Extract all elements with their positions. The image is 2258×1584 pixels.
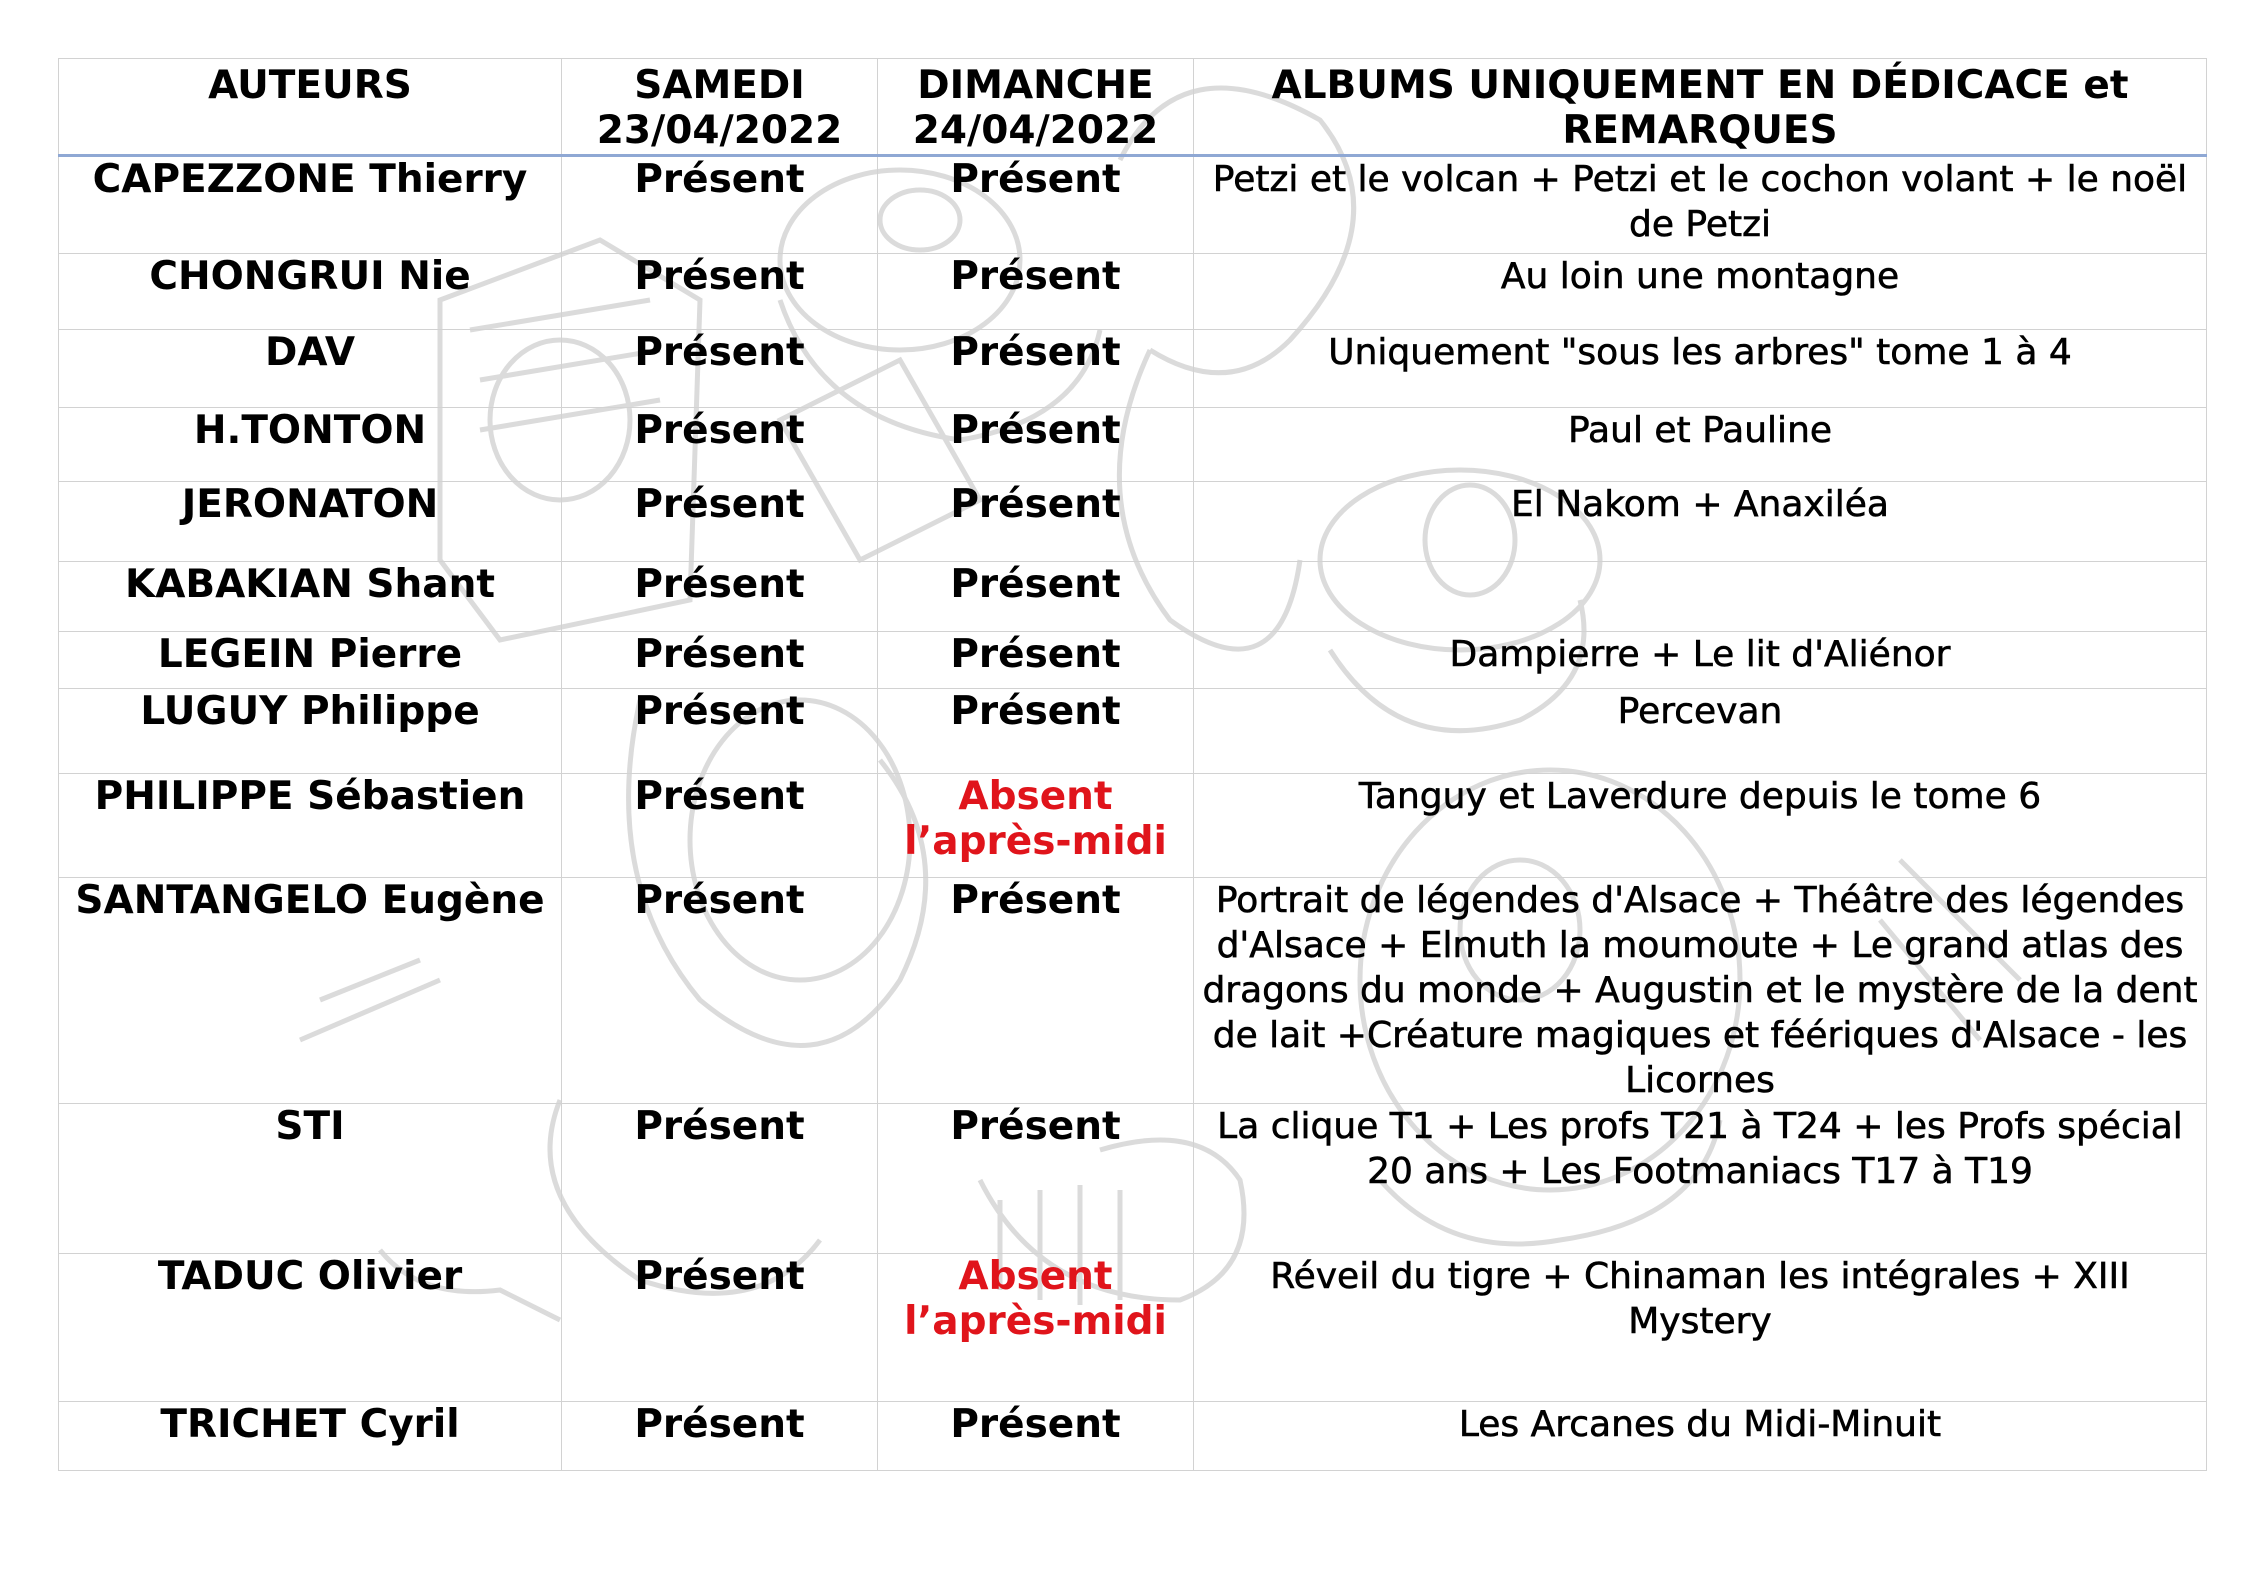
table-row <box>59 562 2207 632</box>
author-cell: STI <box>59 1104 562 1254</box>
table-row <box>59 408 2207 482</box>
remarks-cell: Petzi et le volcan + Petzi et le cochon volant + le noël de Petzi <box>1194 156 2207 254</box>
sunday-cell: Présent <box>878 1402 1194 1471</box>
author-cell: DAV <box>59 330 562 408</box>
author-cell: JERONATON <box>59 482 562 562</box>
header-saturday-label: SAMEDI <box>634 63 805 108</box>
remarks-cell: Percevan <box>1194 689 2207 774</box>
saturday-cell: Présent <box>562 774 878 878</box>
saturday-cell: Présent <box>562 482 878 562</box>
remarks-cell <box>1194 562 2207 632</box>
remarks-cell: Réveil du tigre + Chinaman les intégrales + XIII Mystery <box>1194 1254 2207 1402</box>
header-sunday-date: 24/04/2022 <box>912 108 1159 153</box>
author-cell: TADUC Olivier <box>59 1254 562 1402</box>
table-row <box>59 482 2207 562</box>
saturday-cell: Présent <box>562 156 878 254</box>
absent-label: Absent <box>958 1254 1113 1299</box>
header-authors-label: AUTEURS <box>208 63 412 108</box>
author-cell: KABAKIAN Shant <box>59 562 562 632</box>
header-sunday <box>878 59 1194 156</box>
remarks-cell: Au loin une montagne <box>1194 254 2207 330</box>
remarks-cell: Les Arcanes du Midi-Minuit <box>1194 1402 2207 1471</box>
table-row <box>59 1402 2207 1471</box>
sunday-cell-absent <box>878 774 1194 878</box>
header-remarks <box>1194 59 2207 156</box>
table-row <box>59 632 2207 689</box>
saturday-cell: Présent <box>562 689 878 774</box>
author-cell: H.TONTON <box>59 408 562 482</box>
table-row <box>59 156 2207 254</box>
saturday-cell: Présent <box>562 1254 878 1402</box>
saturday-cell: Présent <box>562 408 878 482</box>
remarks-cell: El Nakom + Anaxiléa <box>1194 482 2207 562</box>
header-row <box>59 59 2207 156</box>
author-cell: CAPEZZONE Thierry <box>59 156 562 254</box>
saturday-cell: Présent <box>562 1402 878 1471</box>
saturday-cell: Présent <box>562 330 878 408</box>
sunday-cell: Présent <box>878 156 1194 254</box>
saturday-cell: Présent <box>562 1104 878 1254</box>
author-cell: LUGUY Philippe <box>59 689 562 774</box>
remarks-cell: Dampierre + Le lit d'Aliénor <box>1194 632 2207 689</box>
table-row <box>59 774 2207 878</box>
header-remarks-label: ALBUMS UNIQUEMENT EN DÉDICACE et REMARQUES <box>1271 63 2129 153</box>
sunday-cell: Présent <box>878 482 1194 562</box>
remarks-cell: Portrait de légendes d'Alsace + Théâtre des légendes d'Alsace + Elmuth la moumoute + Le grand atlas des dragons du monde + Augustin et le mystère de la dent de lait +Créature magiques et féériques d'Alsace - les Licornes <box>1194 878 2207 1104</box>
absent-label: Absent <box>958 774 1113 819</box>
header-saturday-date: 23/04/2022 <box>596 108 843 153</box>
sunday-cell: Présent <box>878 330 1194 408</box>
table-row <box>59 1104 2207 1254</box>
authors-schedule-table <box>58 58 2207 1471</box>
sunday-cell-absent <box>878 1254 1194 1402</box>
table-row <box>59 689 2207 774</box>
table-row <box>59 254 2207 330</box>
saturday-cell: Présent <box>562 254 878 330</box>
sunday-cell: Présent <box>878 254 1194 330</box>
remarks-cell: La clique T1 + Les profs T21 à T24 + les Profs spécial 20 ans + Les Footmaniacs T17 à T19 <box>1194 1104 2207 1254</box>
absent-period-label: l’après-midi <box>904 1299 1167 1344</box>
saturday-cell: Présent <box>562 632 878 689</box>
table-row <box>59 878 2207 1104</box>
author-cell: PHILIPPE Sébastien <box>59 774 562 878</box>
absent-period-label: l’après-midi <box>904 819 1167 864</box>
remarks-cell: Tanguy et Laverdure depuis le tome 6 <box>1194 774 2207 878</box>
sunday-cell: Présent <box>878 632 1194 689</box>
author-cell: LEGEIN Pierre <box>59 632 562 689</box>
header-authors <box>59 59 562 156</box>
sunday-cell: Présent <box>878 878 1194 1104</box>
header-sunday-label: DIMANCHE <box>917 63 1154 108</box>
saturday-cell: Présent <box>562 878 878 1104</box>
sunday-cell: Présent <box>878 1104 1194 1254</box>
saturday-cell: Présent <box>562 562 878 632</box>
sunday-cell: Présent <box>878 562 1194 632</box>
author-cell: SANTANGELO Eugène <box>59 878 562 1104</box>
table-row <box>59 1254 2207 1402</box>
header-saturday <box>562 59 878 156</box>
sunday-cell: Présent <box>878 408 1194 482</box>
remarks-cell: Paul et Pauline <box>1194 408 2207 482</box>
remarks-cell: Uniquement "sous les arbres" tome 1 à 4 <box>1194 330 2207 408</box>
author-cell: TRICHET Cyril <box>59 1402 562 1471</box>
sunday-cell: Présent <box>878 689 1194 774</box>
table-row <box>59 330 2207 408</box>
author-cell: CHONGRUI Nie <box>59 254 562 330</box>
